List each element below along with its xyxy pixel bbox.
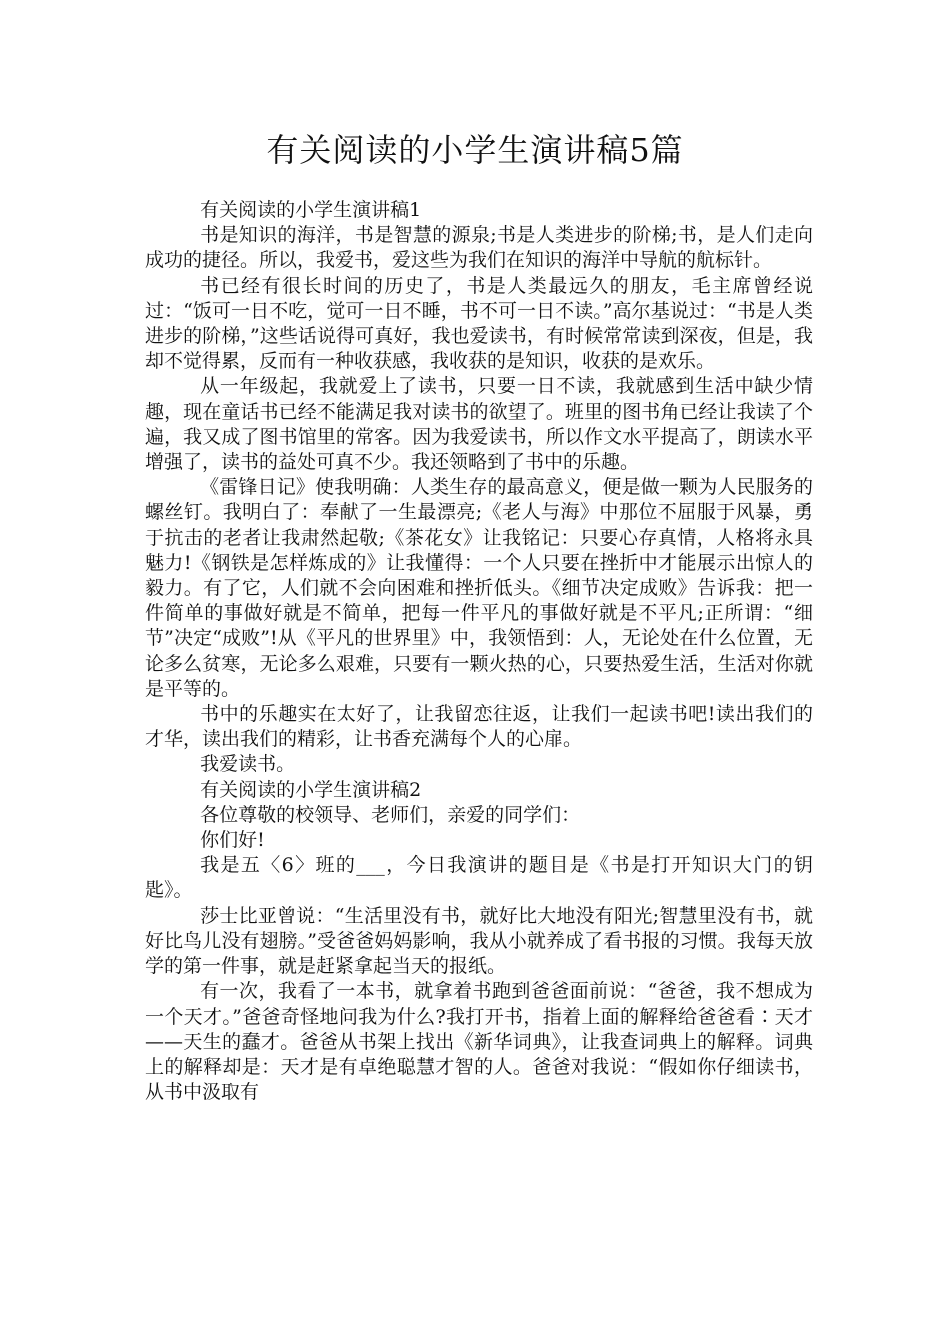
paragraph: 书中的乐趣实在太好了，让我留恋往返，让我们一起读书吧!读出我们的才华，读出我们的精彩，让书香充满每个人的心扉。 <box>145 703 813 751</box>
paragraph: 书已经有很长时间的历史了，书是人类最远久的朋友，毛主席曾经说过：“饭可一日不吃，觉可一日不睡，书不可一日不读。”高尔基说过：“书是人类进步的阶梯，”这些话说得可真好，我也爱读书，有时候常常读到深夜，但是，我却不觉得累，反而有一种收获感，我收获的是知识，收获的是欢乐。 <box>145 274 813 373</box>
paragraph: 我是五〈6〉班的___，今日我演讲的题目是《书是打开知识大门的钥匙》。 <box>145 854 813 902</box>
paragraph: 从一年级起，我就爱上了读书，只要一日不读，我就感到生活中缺少情趣，现在童话书已经不能满足我对读书的欲望了。班里的图书角已经让我读了个遍，我又成了图书馆里的常客。因为我爱读书，所以作文水平提高了，朗读水平增强了，读书的益处可真不少。我还领略到了书中的乐趣。 <box>145 375 813 474</box>
document-body <box>145 198 813 1105</box>
paragraph: 有一次，我看了一本书，就拿着书跑到爸爸面前说：“爸爸，我不想成为一个天才。”爸爸奇怪地问我为什么?我打开书，指着上面的解释给爸爸看∶天才——天生的蠢才。爸爸从书架上找出《新华词典》，让我查词典上的解释。词典上的解释却是：天才是有卓绝聪慧才智的人。爸爸对我说：“假如你仔细读书，从书中汲取有 <box>145 980 813 1104</box>
section-heading-1: 有关阅读的小学生演讲稿1 <box>200 199 422 221</box>
section-heading-2: 有关阅读的小学生演讲稿2 <box>200 778 422 801</box>
paragraph: 书是知识的海洋，书是智慧的源泉;书是人类进步的阶梯;书，是人们走向成功的捷径。所以，我爱书，爱这些为我们在知识的海洋中导航的航标针。 <box>145 224 813 272</box>
paragraph: 我爱读书。 <box>200 753 296 776</box>
document-title: 有关阅读的小学生演讲稿5篇 <box>266 131 684 169</box>
paragraph: 莎士比亚曾说：“生活里没有书，就好比大地没有阳光;智慧里没有书，就好比鸟儿没有翅膀。”受爸爸妈妈影响，我从小就养成了看书报的习惯。我每天放学的第一件事，就是赶紧拿起当天的报纸。 <box>145 904 813 978</box>
greeting: 你们好! <box>200 829 265 852</box>
paragraph: 《雷锋日记》使我明确：人类生存的最高意义，便是做一颗为人民服务的螺丝钉。我明白了：奉献了一生最漂亮;《老人与海》中那位不屈服于风暴，勇于抗击的老者让我肃然起敬;《茶花女》让我铭记：只要心存真情，人格将永具魅力!《钢铁是怎样炼成的》让我懂得：一个人只要在挫折中才能展示出惊人的毅力。有了它，人们就不会向困难和挫折低头。《细节决定成败》告诉我：把一件简单的事做好就是不简单，把每一件平凡的事做好就是不平凡;正所谓：“细节”决定“成败”!从《平凡的世界里》中，我领悟到：人，无论处在什么位置，无论多么贫寒，无论多么艰难，只要有一颗火热的心，只要热爱生活，生活对你就是平等的。 <box>145 476 813 700</box>
greeting: 各位尊敬的校领导、老师们，亲爱的同学们： <box>200 803 581 826</box>
